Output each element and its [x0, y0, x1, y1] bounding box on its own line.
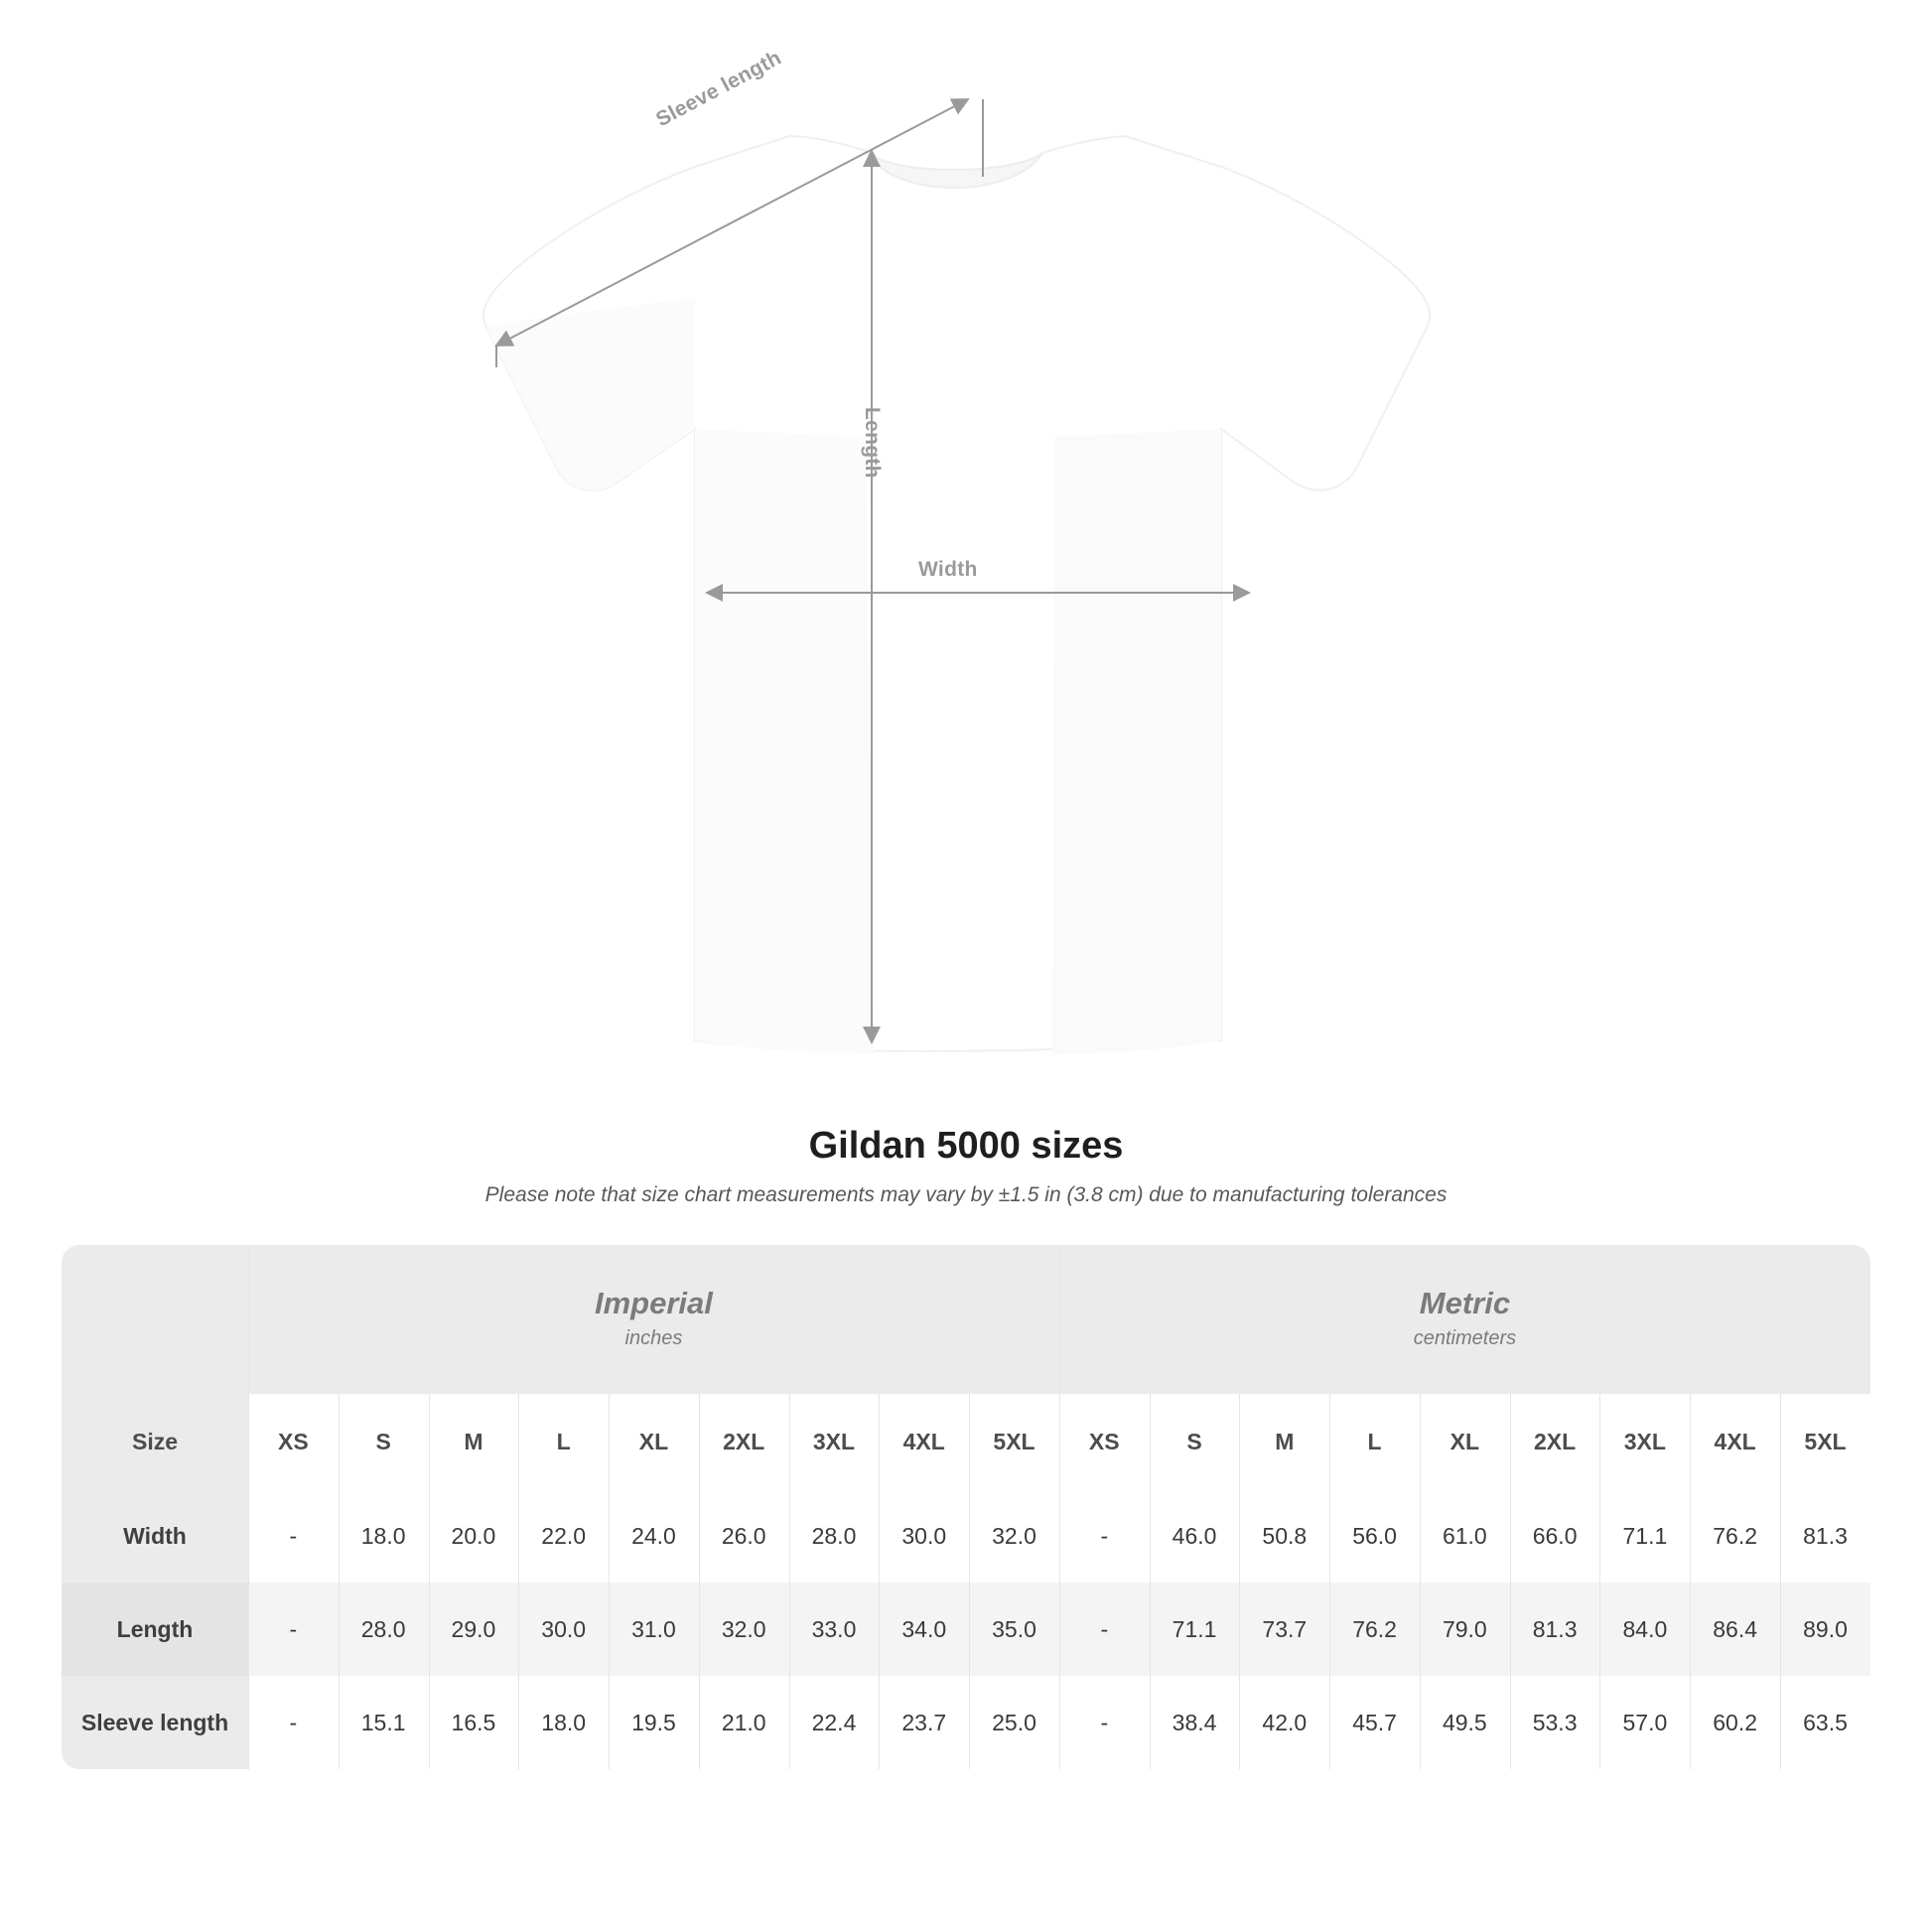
table-cell: 32.0	[969, 1489, 1059, 1583]
unit-group-imperial-name: Imperial	[595, 1285, 713, 1320]
table-cell: 76.2	[1690, 1489, 1780, 1583]
table-row	[62, 1583, 1870, 1676]
table-cell: 86.4	[1690, 1583, 1780, 1676]
size-header-cell: XL	[1420, 1394, 1510, 1489]
table-cell: 81.3	[1510, 1583, 1600, 1676]
size-header-cell: M	[429, 1394, 519, 1489]
row-header-sleeve-length: Sleeve length	[62, 1676, 248, 1769]
table-cell: 61.0	[1420, 1489, 1510, 1583]
table-cell: 30.0	[879, 1489, 969, 1583]
table-cell: 42.0	[1239, 1676, 1329, 1769]
size-header-cell: L	[1329, 1394, 1420, 1489]
table-cell: 20.0	[429, 1489, 519, 1583]
tolerance-note: Please note that size chart measurements may vary by ±1.5 in (3.8 cm) due to manufacturing tolerances	[484, 1183, 1448, 1206]
size-header-cell: 2XL	[699, 1394, 789, 1489]
unit-group-metric	[1059, 1245, 1870, 1394]
title-block	[0, 1125, 1932, 1207]
table-cell: 21.0	[699, 1676, 789, 1769]
size-header-cell: 4XL	[1690, 1394, 1780, 1489]
table-cell: -	[1059, 1676, 1150, 1769]
size-header-label: Size	[62, 1394, 248, 1489]
table-cell: 22.4	[789, 1676, 880, 1769]
table-cell: 71.1	[1599, 1489, 1690, 1583]
table-cell: -	[248, 1676, 339, 1769]
table-cell: 38.4	[1150, 1676, 1240, 1769]
table-cell: 19.5	[609, 1676, 699, 1769]
row-header-length: Length	[62, 1583, 248, 1676]
row-header-width: Width	[62, 1489, 248, 1583]
table-cell: -	[1059, 1489, 1150, 1583]
table-cell: 15.1	[339, 1676, 429, 1769]
table-cell: 60.2	[1690, 1676, 1780, 1769]
table-cell: 46.0	[1150, 1489, 1240, 1583]
table-cell: -	[248, 1489, 339, 1583]
size-header-cell: S	[339, 1394, 429, 1489]
table-cell: 29.0	[429, 1583, 519, 1676]
unit-row-spacer	[62, 1245, 248, 1394]
table-cell: 71.1	[1150, 1583, 1240, 1676]
table-cell: 57.0	[1599, 1676, 1690, 1769]
table-cell: 30.0	[518, 1583, 609, 1676]
length-label: Length	[861, 407, 884, 479]
table-cell: 28.0	[339, 1583, 429, 1676]
size-header-cell: 5XL	[1780, 1394, 1870, 1489]
size-header-cell: 3XL	[789, 1394, 880, 1489]
table-cell: 31.0	[609, 1583, 699, 1676]
size-header-cell: L	[518, 1394, 609, 1489]
table-cell: 89.0	[1780, 1583, 1870, 1676]
table-cell: -	[1059, 1583, 1150, 1676]
sleeve-length-label: Sleeve length	[652, 46, 785, 132]
size-header-cell: 3XL	[1599, 1394, 1690, 1489]
size-header-cell: XS	[248, 1394, 339, 1489]
size-header-cell: M	[1239, 1394, 1329, 1489]
table-cell: 49.5	[1420, 1676, 1510, 1769]
table-cell: 33.0	[789, 1583, 880, 1676]
table-cell: 35.0	[969, 1583, 1059, 1676]
width-label: Width	[918, 558, 978, 581]
size-chart-table	[62, 1245, 1870, 1769]
table-row	[62, 1489, 1870, 1583]
size-header-cell: 4XL	[879, 1394, 969, 1489]
table-cell: -	[248, 1583, 339, 1676]
table-cell: 23.7	[879, 1676, 969, 1769]
unit-group-metric-sub: centimeters	[1413, 1327, 1517, 1350]
table-cell: 81.3	[1780, 1489, 1870, 1583]
table-cell: 73.7	[1239, 1583, 1329, 1676]
table-cell: 45.7	[1329, 1676, 1420, 1769]
table-cell: 32.0	[699, 1583, 789, 1676]
table-cell: 50.8	[1239, 1489, 1329, 1583]
table-cell: 84.0	[1599, 1583, 1690, 1676]
table-cell: 66.0	[1510, 1489, 1600, 1583]
table-cell: 22.0	[518, 1489, 609, 1583]
unit-group-metric-name: Metric	[1419, 1285, 1511, 1320]
table-cell: 18.0	[339, 1489, 429, 1583]
table-cell: 56.0	[1329, 1489, 1420, 1583]
size-chart-table-wrapper	[62, 1245, 1870, 1769]
table-cell: 34.0	[879, 1583, 969, 1676]
table-cell: 25.0	[969, 1676, 1059, 1769]
size-header-cell: 2XL	[1510, 1394, 1600, 1489]
page-title: Gildan 5000 sizes	[808, 1125, 1124, 1167]
unit-group-imperial-sub: inches	[624, 1327, 683, 1350]
size-header-cell: S	[1150, 1394, 1240, 1489]
tshirt-shape	[483, 136, 1430, 1054]
table-cell: 53.3	[1510, 1676, 1600, 1769]
size-header-row	[62, 1394, 1870, 1489]
table-cell: 16.5	[429, 1676, 519, 1769]
table-row	[62, 1676, 1870, 1769]
table-cell: 28.0	[789, 1489, 880, 1583]
table-cell: 26.0	[699, 1489, 789, 1583]
size-header-cell: XS	[1059, 1394, 1150, 1489]
table-cell: 24.0	[609, 1489, 699, 1583]
table-cell: 63.5	[1780, 1676, 1870, 1769]
size-header-cell: XL	[609, 1394, 699, 1489]
size-header-cell: 5XL	[969, 1394, 1059, 1489]
unit-header-row	[62, 1245, 1870, 1394]
table-cell: 79.0	[1420, 1583, 1510, 1676]
table-cell: 76.2	[1329, 1583, 1420, 1676]
unit-group-imperial	[248, 1245, 1059, 1394]
table-cell: 18.0	[518, 1676, 609, 1769]
